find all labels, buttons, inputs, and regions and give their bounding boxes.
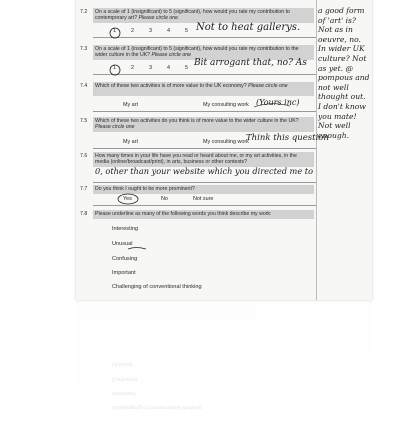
circle-mark <box>110 65 120 75</box>
underline-mark <box>128 248 146 250</box>
pen-marks <box>76 0 372 300</box>
scale-option[interactable]: 2 <box>131 28 134 34</box>
scale-option[interactable]: 5 <box>185 28 188 34</box>
handwritten-answer-7-5: Think this question <box>246 133 329 143</box>
word-unusual[interactable]: Unusual <box>112 241 133 247</box>
handwritten-answer-7-2: Not to heat gallerys. <box>196 22 301 33</box>
scale-option[interactable]: 3 <box>149 28 152 34</box>
scale-option[interactable]: 3 <box>149 65 152 71</box>
word-important[interactable]: Important <box>112 270 136 276</box>
question-text: On a scale of 1 (insignificant) to 5 (significant), how would you rate my contribution to the wider culture in the UK? Please circle one <box>93 45 314 60</box>
scale-option[interactable]: 2 <box>131 65 134 71</box>
option-no[interactable]: No <box>161 196 168 202</box>
reflection-word: Unusual <box>112 361 133 367</box>
question-text: How many times in your life have you read or heard about me, or my art activities, in the media (online/broadcast/print), in arts, business or other contexts? <box>93 152 314 167</box>
pen-stroke <box>254 104 290 107</box>
questionnaire-page <box>76 0 372 300</box>
scale-option[interactable]: 1 <box>113 28 116 34</box>
option-my-art[interactable]: My art <box>123 139 138 145</box>
reflection-word: Challenging of conventional thinking <box>112 404 202 410</box>
scale-option[interactable]: 4 <box>167 65 170 71</box>
reflection-word: Confusing <box>112 376 138 382</box>
circle-mark <box>110 28 120 38</box>
question-number: 7.2 <box>80 9 88 15</box>
option-not-sure[interactable]: Not sure <box>193 196 214 202</box>
word-confusing[interactable]: Confusing <box>112 256 138 262</box>
question-text: Which of these two activities is of more value to the UK economy? Please circle one <box>93 82 314 96</box>
scale-option[interactable]: 5 <box>185 65 188 71</box>
handwritten-answer-7-6: 0, other than your website which you directed me to <box>95 166 313 176</box>
question-number: 7.5 <box>80 118 88 124</box>
word-challenging[interactable]: Challenging of conventional thinking <box>112 284 202 290</box>
handwritten-answer-7-3: Bit arrogant that, no? As <box>194 58 307 68</box>
page-reflection <box>76 300 372 410</box>
question-text: Please underline as many of the following words you think describe my work: <box>93 210 314 219</box>
question-number: 7.3 <box>80 46 88 52</box>
word-interesting[interactable]: Interesting <box>112 226 139 232</box>
option-consulting[interactable]: My consulting work <box>203 139 249 145</box>
question-number: 7.7 <box>80 186 88 192</box>
question-text: Which of these two activities do you think is of more value to the wider culture in the UK? Please circle one <box>93 117 314 132</box>
question-number: 7.6 <box>80 153 88 159</box>
question-text: Do you think I ought to be more prominent? <box>93 185 314 194</box>
scale-option[interactable]: 1 <box>113 65 116 71</box>
handwritten-margin-note: a good form of 'art' is? Not as in oeuvre, no. In wider UK culture? Not as yet. @ pompous and not well thought out. I don't know you mate! Not well enough. <box>318 6 370 140</box>
handwritten-answer-7-4: (Yours inc) <box>256 98 300 107</box>
reflection-word: Important <box>112 390 136 396</box>
scale-option[interactable]: 4 <box>167 28 170 34</box>
question-number: 7.4 <box>80 83 88 89</box>
question-number: 7.8 <box>80 211 88 217</box>
circle-mark <box>118 194 138 204</box>
option-yes[interactable]: Yes <box>123 196 132 202</box>
option-my-art[interactable]: My art <box>123 102 138 108</box>
question-text: On a scale of 1 (insignificant) to 5 (significant), how would you rate my contribution to contemporary art? Please circle one <box>93 8 314 23</box>
option-consulting[interactable]: My consulting work <box>203 102 249 108</box>
